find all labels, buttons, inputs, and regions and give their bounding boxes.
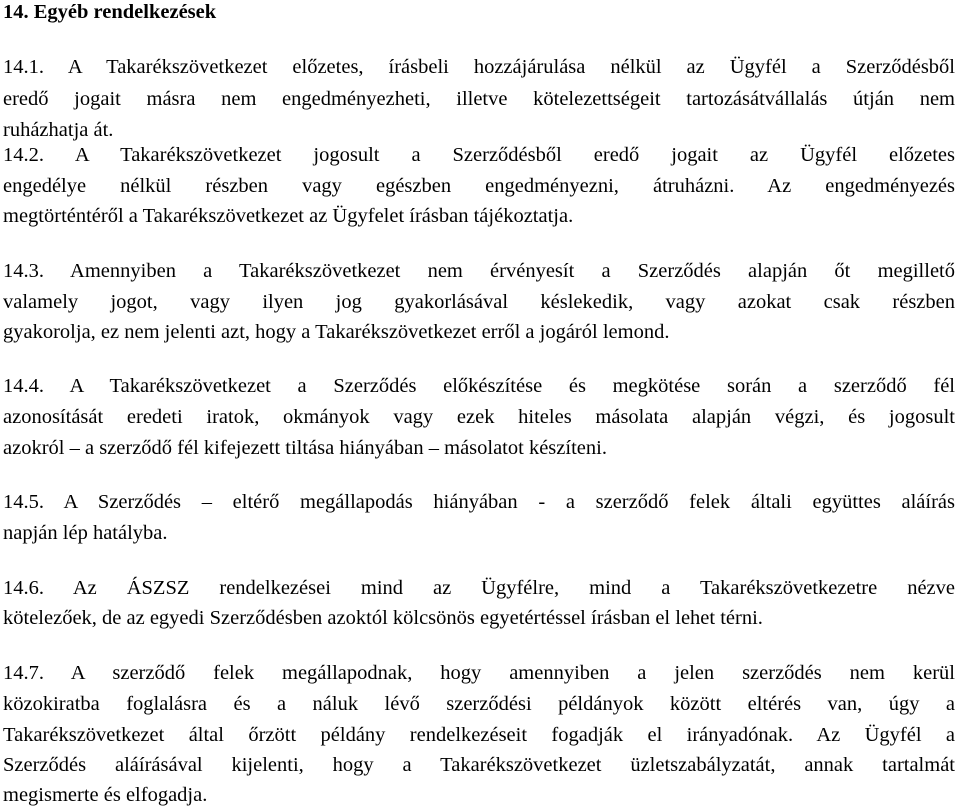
paragraph-14-2-line-1: 14.2. A Takarékszövetkezet jogosult a Szerződésből eredő jogait az Ügyfél előzetes — [3, 144, 955, 166]
paragraph-14-2-line-2: engedélye nélkül részben vagy egészben engedményezni, átruházni. Az engedményezés — [3, 175, 955, 197]
paragraph-14-3-line-2: valamely jogot, vagy ilyen jog gyakorlásával késlekedik, vagy azokat csak részben — [3, 291, 955, 313]
section-heading: 14. Egyéb rendelkezések — [3, 1, 217, 23]
paragraph-14-7-line-2: közokiratba foglalásra és a náluk lévő szerződési példányok között eltérés van, úgy a — [3, 693, 955, 715]
paragraph-14-7-line-5: megismerte és elfogadja. — [3, 784, 208, 806]
paragraph-14-4-line-2: azonosítását eredeti iratok, okmányok vagy ezek hiteles másolata alapján végzi, és jogosult — [3, 406, 955, 428]
paragraph-14-1-line-3: ruházhatja át. — [3, 119, 114, 141]
paragraph-14-1-line-1: 14.1. A Takarékszövetkezet előzetes, írásbeli hozzájárulása nélkül az Ügyfél a Szerződésből — [3, 56, 955, 78]
paragraph-14-6-line-2: kötelezőek, de az egyedi Szerződésben azoktól kölcsönös egyetértéssel írásban el lehet térni. — [3, 607, 763, 629]
paragraph-14-6-line-1: 14.6. Az ÁSZSZ rendelkezései mind az Ügyfélre, mind a Takarékszövetkezetre nézve — [3, 577, 955, 599]
paragraph-14-1-line-2: eredő jogait másra nem engedményezheti, illetve kötelezettségeit tartozásátvállalás útján nem — [3, 88, 955, 110]
paragraph-14-3-line-1: 14.3. Amennyiben a Takarékszövetkezet nem érvényesít a Szerződés alapján őt megillető — [3, 260, 955, 282]
paragraph-14-5-line-2: napján lép hatályba. — [3, 522, 168, 544]
paragraph-14-3-line-3: gyakorolja, ez nem jelenti azt, hogy a Takarékszövetkezet erről a jogáról lemond. — [3, 321, 670, 343]
paragraph-14-7-line-3: Takarékszövetkezet által őrzött példány rendelkezéseit fogadják el irányadónak. Az Ügyfél a — [3, 724, 955, 746]
paragraph-14-7-line-4: Szerződés aláírásával kijelenti, hogy a Takarékszövetkezet üzletszabályzatát, annak tartalmát — [3, 754, 955, 776]
paragraph-14-7-line-1: 14.7. A szerződő felek megállapodnak, hogy amennyiben a jelen szerződés nem kerül — [3, 662, 955, 684]
paragraph-14-4-line-3: azokról – a szerződő fél kifejezett tiltása hiányában – másolatot készíteni. — [3, 437, 607, 459]
paragraph-14-4-line-1: 14.4. A Takarékszövetkezet a Szerződés előkészítése és megkötése során a szerződő fél — [3, 375, 955, 397]
paragraph-14-2-line-3: megtörténtéről a Takarékszövetkezet az Ügyfelet írásban tájékoztatja. — [3, 205, 574, 227]
paragraph-14-5-line-1: 14.5. A Szerződés – eltérő megállapodás hiányában - a szerződő felek általi együttes aláírás — [3, 491, 955, 513]
